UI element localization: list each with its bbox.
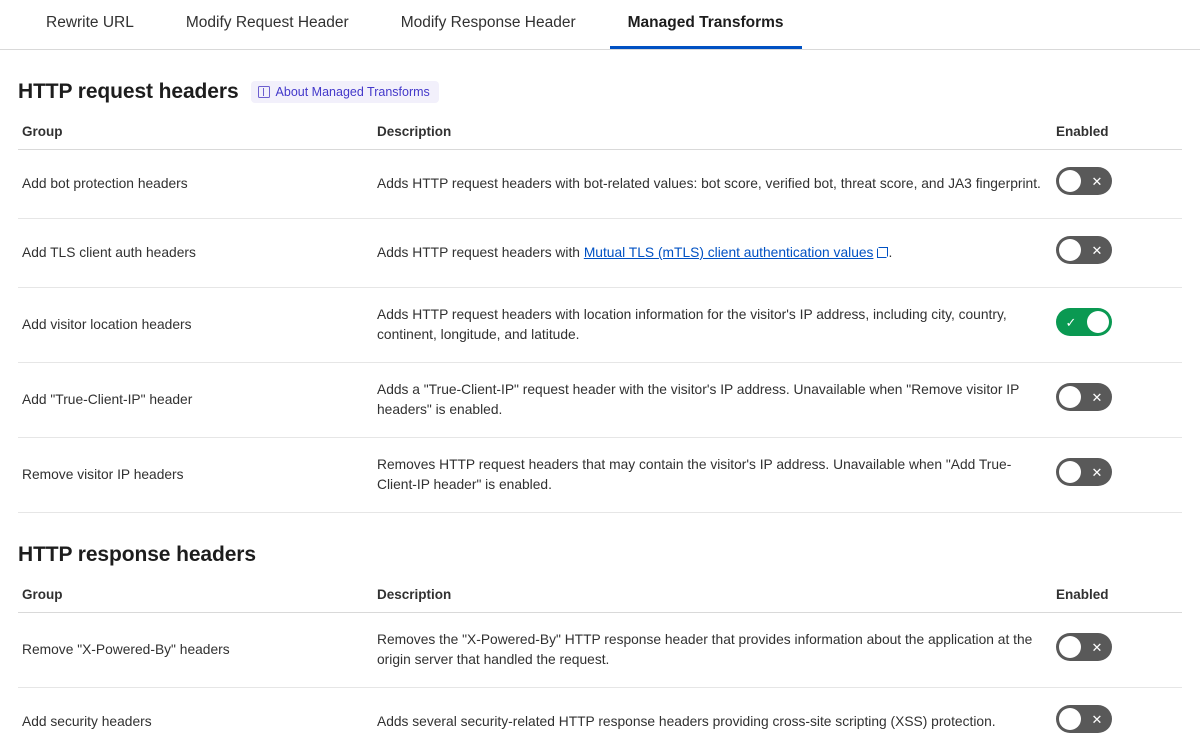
tab-managed-transforms[interactable]: Managed Transforms (610, 0, 802, 49)
toggle-add-bot-protection-headers[interactable] (1056, 167, 1112, 195)
row-group-label: Add visitor location headers (18, 288, 373, 363)
column-header-enabled: Enabled (1052, 579, 1182, 613)
toggle-off-icon: ✕ (1091, 464, 1103, 480)
toggle-knob (1059, 636, 1081, 658)
row-group-label: Add security headers (18, 688, 373, 742)
row-group-label: Add bot protection headers (18, 150, 373, 219)
table-row (18, 150, 1182, 219)
about-chip-label: About Managed Transforms (275, 85, 430, 99)
book-icon (258, 86, 270, 98)
request-headers-table (18, 116, 1182, 513)
table-row (18, 219, 1182, 288)
page-title: HTTP request headers (18, 80, 239, 103)
row-description: Removes the "X-Powered-By" HTTP response header that provides information about the application at the origin server that handled the request. (377, 632, 1033, 667)
toggle-knob (1087, 311, 1109, 333)
row-description-suffix: . (888, 245, 893, 260)
toggle-off-icon: ✕ (1091, 242, 1103, 258)
column-header-description: Description (373, 579, 1052, 613)
toggle-off-icon: ✕ (1091, 711, 1103, 727)
toggle-remove-x-powered-by-headers[interactable] (1056, 633, 1112, 661)
column-header-group: Group (18, 116, 373, 150)
table-header-row (18, 579, 1182, 613)
row-group-label: Remove visitor IP headers (18, 438, 373, 513)
toggle-knob (1059, 170, 1081, 192)
tab-rewrite-url[interactable]: Rewrite URL (46, 14, 134, 31)
table-row (18, 363, 1182, 438)
column-header-enabled: Enabled (1052, 116, 1182, 150)
toggle-add-visitor-location-headers[interactable] (1056, 308, 1112, 336)
request-section-header (18, 80, 1182, 104)
toggle-off-icon: ✕ (1091, 389, 1103, 405)
table-row (18, 288, 1182, 363)
table-header-row (18, 116, 1182, 150)
row-description: Adds HTTP request headers with bot-related values: bot score, verified bot, threat score, and JA3 fingerprint. (377, 176, 1041, 191)
toggle-add-security-headers[interactable] (1056, 705, 1112, 733)
row-description-prefix: Adds HTTP request headers with (377, 245, 584, 260)
row-description (377, 243, 1048, 263)
tab-modify-response-header[interactable]: Modify Response Header (400, 14, 576, 31)
row-group-label: Remove "X-Powered-By" headers (18, 613, 373, 688)
response-section-header (18, 543, 1182, 567)
http-request-headers-section (0, 80, 1200, 513)
table-row (18, 688, 1182, 742)
toggle-add-tls-client-auth-headers[interactable] (1056, 236, 1112, 264)
toggle-off-icon: ✕ (1091, 173, 1103, 189)
table-row (18, 438, 1182, 513)
toggle-remove-visitor-ip-headers[interactable] (1056, 458, 1112, 486)
column-header-description: Description (373, 116, 1052, 150)
toggle-on-icon: ✓ (1065, 314, 1077, 330)
row-description: Adds HTTP request headers with location information for the visitor's IP address, including city, country, continent, longitude, and latitude. (377, 307, 1007, 342)
toggle-knob (1059, 386, 1081, 408)
mtls-docs-link[interactable]: Mutual TLS (mTLS) client authentication values (583, 245, 874, 260)
transform-rules-tabs (0, 0, 1200, 50)
table-row (18, 613, 1182, 688)
toggle-knob (1059, 239, 1081, 261)
row-description: Adds several security-related HTTP response headers providing cross-site scripting (XSS) protection. (377, 714, 996, 729)
row-description: Removes HTTP request headers that may contain the visitor's IP address. Unavailable when "Add True-Client-IP header" is enabled. (377, 457, 1012, 492)
http-response-headers-section (0, 543, 1200, 742)
toggle-add-true-client-ip-header[interactable] (1056, 383, 1112, 411)
toggle-knob (1059, 708, 1081, 730)
row-group-label: Add "True-Client-IP" header (18, 363, 373, 438)
response-headers-table (18, 579, 1182, 742)
toggle-off-icon: ✕ (1091, 639, 1103, 655)
tab-modify-request-header[interactable]: Modify Request Header (185, 14, 349, 31)
row-description: Adds a "True-Client-IP" request header with the visitor's IP address. Unavailable when "Remove visitor IP headers" is enabled. (377, 382, 1020, 417)
external-link-icon (877, 247, 888, 258)
row-group-label: Add TLS client auth headers (18, 219, 373, 288)
about-managed-transforms-link[interactable] (251, 81, 439, 103)
toggle-knob (1059, 461, 1081, 483)
column-header-group: Group (18, 579, 373, 613)
response-section-title: HTTP response headers (18, 543, 256, 566)
